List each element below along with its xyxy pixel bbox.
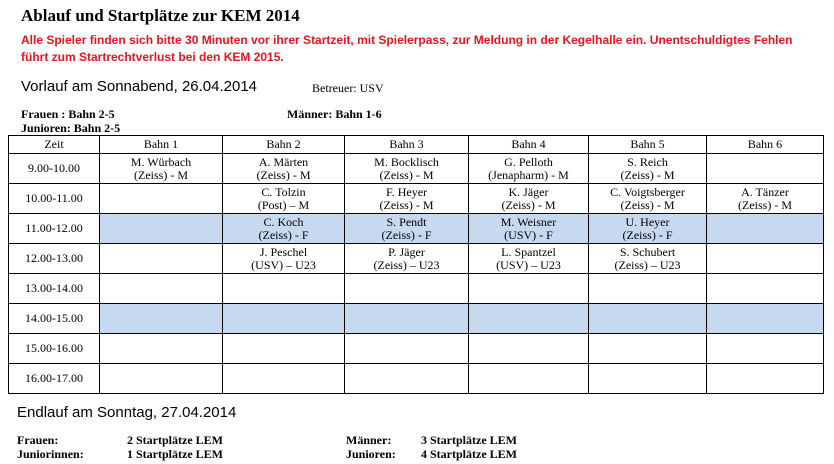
lane-cell — [100, 214, 223, 244]
junioren-lanes: Junioren: Bahn 2-5 — [21, 121, 121, 135]
player-club: (Zeiss) - M — [620, 167, 675, 182]
lane-cell — [707, 364, 824, 394]
player-name: L. Spantzel — [501, 244, 556, 259]
player-name: C. Voigtsberger — [610, 184, 685, 199]
notice-text: Alle Spieler finden sich bitte 30 Minuten vor ihrer Startzeit, mit Spielerpass, zur Meldung in der Kegelhalle ein. Unentschuldigtes Fehlen führt zum Startrechtverlust bei den KEM 2015. — [21, 33, 793, 64]
lane-cell — [223, 184, 345, 214]
lane-cell — [589, 154, 707, 184]
lane-cell — [345, 154, 469, 184]
time-slot: 12.00-13.00 — [9, 244, 100, 274]
lane-cell — [469, 154, 589, 184]
player-club: (Zeiss) - M — [134, 167, 188, 182]
lane-cell — [223, 364, 345, 394]
player-club: (Zeiss) – U23 — [614, 257, 681, 272]
lane-cell — [707, 244, 824, 274]
lane-cell — [469, 364, 589, 394]
player-name: G. Pelloth — [504, 154, 553, 169]
player-name: S. Reich — [627, 154, 668, 169]
lane-cell — [223, 274, 345, 304]
lane-cell — [469, 334, 589, 364]
lane-cell — [100, 274, 223, 304]
frauen-lanes: Frauen : Bahn 2-5 — [21, 107, 115, 121]
lane-cell — [469, 274, 589, 304]
endlauf-frauen-label: Frauen: — [17, 433, 59, 447]
time-slot: 16.00-17.00 — [9, 364, 100, 394]
lane-cell — [707, 304, 824, 334]
player-club: (Post) – M — [257, 197, 310, 212]
time-slot: 13.00-14.00 — [9, 274, 100, 304]
player-name: M. Bocklisch — [374, 154, 439, 169]
endlauf-juniorinnen-label: Juniorinnen: — [17, 447, 84, 461]
col-header-bahn-4: Bahn 4 — [469, 136, 589, 154]
table-header-row — [9, 136, 824, 154]
lane-cell — [589, 244, 707, 274]
player-club: (Zeiss) - F — [622, 227, 673, 242]
player-club: (USV) – U23 — [496, 257, 561, 272]
time-slot: 14.00-15.00 — [9, 304, 100, 334]
endlauf-juniorinnen-value: 1 Startplätze LEM — [127, 447, 223, 461]
player-club: (Zeiss) - M — [501, 197, 556, 212]
time-slot: 10.00-11.00 — [9, 184, 100, 214]
schedule-table — [8, 135, 824, 394]
lane-cell — [589, 274, 707, 304]
lane-cell — [223, 334, 345, 364]
lane-cell — [707, 184, 824, 214]
schedule-body — [9, 154, 824, 394]
player-name: A. Märten — [258, 154, 309, 169]
player-name: J. Peschel — [259, 244, 308, 259]
endlauf-junioren-label: Junioren: — [346, 447, 396, 461]
col-header-bahn-3: Bahn 3 — [345, 136, 469, 154]
player-name: S. Pendt — [386, 214, 427, 229]
endlauf-maenner-value: 3 Startplätze LEM — [421, 433, 517, 447]
time-slot: 15.00-16.00 — [9, 334, 100, 364]
player-club: (Zeiss) - M — [738, 197, 792, 212]
lane-cell — [589, 214, 707, 244]
col-header-zeit: Zeit — [9, 136, 100, 154]
lane-cell — [100, 154, 223, 184]
player-club: (Zeiss) - F — [258, 227, 309, 242]
player-club: (Zeiss) - M — [379, 197, 434, 212]
player-name: A. Tänzer — [741, 184, 789, 199]
time-slot: 11.00-12.00 — [9, 214, 100, 244]
lane-cell — [345, 184, 469, 214]
col-header-bahn-6: Bahn 6 — [707, 136, 824, 154]
lane-cell — [707, 274, 824, 304]
player-club: (USV) - F — [504, 227, 553, 242]
player-club: (Zeiss) - M — [379, 167, 434, 182]
lane-cell — [100, 364, 223, 394]
player-club: (Zeiss) - F — [381, 227, 432, 242]
player-club: (Zeiss) - M — [256, 167, 311, 182]
table-row — [9, 304, 824, 334]
player-name: U. Heyer — [625, 214, 670, 229]
player-name: S. Schubert — [619, 244, 676, 259]
lane-cell — [345, 214, 469, 244]
player-name: C. Koch — [263, 214, 304, 229]
lane-cell — [223, 214, 345, 244]
table-row — [9, 154, 824, 184]
lane-cell — [223, 244, 345, 274]
table-row — [9, 184, 824, 214]
endlauf-maenner-label: Männer: — [346, 433, 392, 447]
page-title: Ablauf und Startplätze zur KEM 2014 — [21, 6, 300, 25]
endlauf-junioren-value: 4 Startplätze LEM — [421, 447, 517, 461]
lane-cell — [100, 184, 223, 214]
lane-cell — [589, 184, 707, 214]
lane-cell — [589, 364, 707, 394]
lane-cell — [345, 304, 469, 334]
lane-cell — [100, 334, 223, 364]
player-name: C. Tolzin — [261, 184, 306, 199]
lane-cell — [707, 154, 824, 184]
lane-cell — [589, 304, 707, 334]
betreuer-label: Betreuer: USV — [312, 81, 384, 95]
player-club: (Zeiss) – U23 — [373, 257, 440, 272]
player-club: (Jenapharm) - M — [488, 167, 569, 182]
lane-cell — [100, 244, 223, 274]
lane-cell — [345, 274, 469, 304]
player-name: M. Würbach — [130, 154, 192, 169]
table-row — [9, 334, 824, 364]
lane-cell — [469, 244, 589, 274]
col-header-bahn-2: Bahn 2 — [223, 136, 345, 154]
lane-cell — [223, 304, 345, 334]
lane-cell — [100, 304, 223, 334]
table-row — [9, 274, 824, 304]
lane-cell — [469, 214, 589, 244]
lane-cell — [223, 154, 345, 184]
lane-cell — [345, 364, 469, 394]
player-name: P. Jäger — [388, 244, 425, 259]
time-slot: 9.00-10.00 — [9, 154, 100, 184]
player-name: K. Jäger — [508, 184, 549, 199]
player-club: (Zeiss) - M — [620, 197, 675, 212]
table-row — [9, 244, 824, 274]
col-header-bahn-1: Bahn 1 — [100, 136, 223, 154]
table-row — [9, 364, 824, 394]
lane-cell — [345, 334, 469, 364]
lane-cell — [707, 334, 824, 364]
lane-cell — [469, 184, 589, 214]
player-name: M. Weisner — [500, 214, 557, 229]
endlauf-heading: Endlauf am Sonntag, 27.04.2014 — [17, 404, 237, 421]
player-club: (USV) – U23 — [251, 257, 316, 272]
player-name: F. Heyer — [385, 184, 428, 199]
lane-cell — [469, 304, 589, 334]
lane-cell — [589, 334, 707, 364]
endlauf-frauen-value: 2 Startplätze LEM — [127, 433, 223, 447]
maenner-lanes: Männer: Bahn 1-6 — [287, 107, 382, 121]
col-header-bahn-5: Bahn 5 — [589, 136, 707, 154]
lane-cell — [707, 214, 824, 244]
table-row — [9, 214, 824, 244]
vorlauf-heading: Vorlauf am Sonnabend, 26.04.2014 — [21, 78, 258, 95]
lane-cell — [345, 244, 469, 274]
